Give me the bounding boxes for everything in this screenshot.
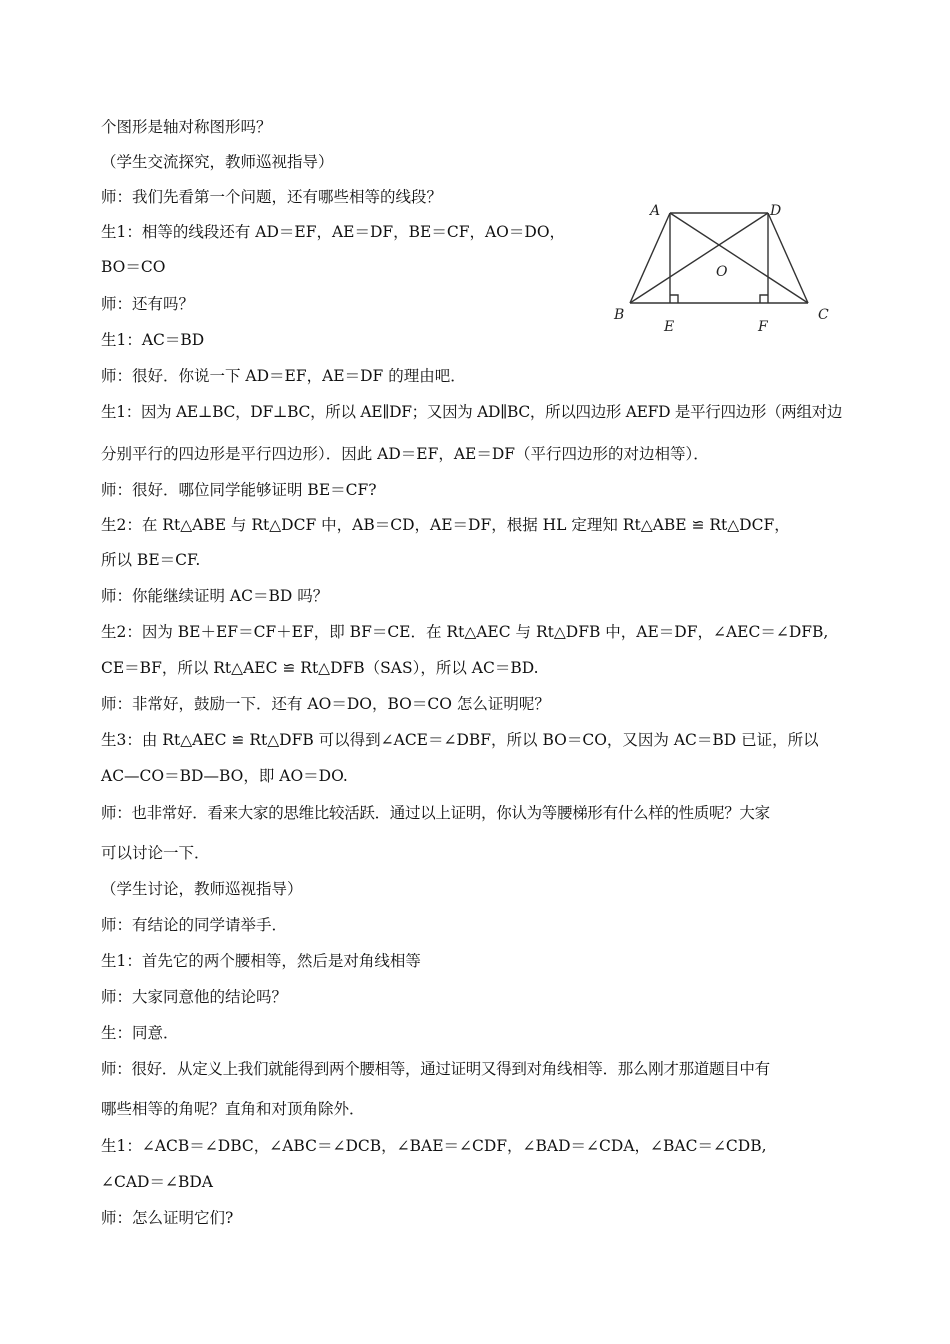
text-line: BO＝CO: [101, 258, 166, 276]
text-line: AC—CO＝BD—BO，即 AO＝DO.: [101, 767, 348, 785]
text-line: ∠CAD＝∠BDA: [101, 1173, 213, 1191]
text-line: 哪些相等的角呢？直角和对顶角除外．: [101, 1100, 365, 1118]
text-line: 生2：在 Rt△ABE 与 Rt△DCF 中，AB＝CD，AE＝DF，根据 HL 定理知 Rt△ABE ≌ Rt△DCF，: [101, 516, 790, 534]
label-e: E: [664, 319, 675, 335]
right-angle-mark-f: [760, 295, 768, 303]
text-line: 师：也非常好．看来大家的思维比较活跃．通过以上证明，你认为等腰梯形有什么样的性质呢？大家: [101, 804, 770, 822]
text-line: 师：很好．哪位同学能够证明 BE＝CF?: [101, 481, 377, 499]
label-c: C: [818, 307, 829, 323]
text-line: 师：大家同意他的结论吗？: [101, 988, 288, 1006]
text-line: 师：还有吗？: [101, 295, 195, 313]
text-line: 生2：因为 BE＋EF＝CF＋EF，即 BF＝CE．在 Rt△AEC 与 Rt△DFB 中，AE＝DF，∠AEC＝∠DFB,: [101, 623, 829, 641]
text-line: CE＝BF，所以 Rt△AEC ≌ Rt△DFB（SAS），所以 AC＝BD.: [101, 659, 539, 677]
text-line: 师：很好．从定义上我们就能得到两个腰相等，通过证明又得到对角线相等．那么刚才那道题目中有: [101, 1060, 770, 1078]
text-line: 生1：首先它的两个腰相等，然后是对角线相等: [101, 952, 421, 970]
text-line: 师：你能继续证明 AC＝BD 吗？: [101, 587, 329, 605]
text-line: 师：我们先看第一个问题，还有哪些相等的线段？: [101, 188, 443, 206]
text-line: 师：非常好，鼓励一下．还有 AO＝DO，BO＝CO 怎么证明呢？: [101, 695, 550, 713]
text-line: 所以 BE＝CF.: [101, 551, 201, 569]
label-a: A: [650, 203, 661, 219]
trapezoid-figure: [598, 195, 846, 343]
text-line: 生3：由 Rt△AEC ≌ Rt△DFB 可以得到∠ACE＝∠DBF，所以 BO＝CO，又因为 AC＝BD 已证，所以: [101, 731, 819, 749]
label-d: D: [770, 203, 782, 219]
text-line: 分别平行的四边形是平行四边形）．因此 AD＝EF，AE＝DF（平行四边形的对边相等）．: [101, 445, 709, 463]
text-line: 生：同意．: [101, 1024, 179, 1042]
text-line: （学生讨论，教师巡视指导）: [101, 880, 303, 898]
text-line: 师：很好．你说一下 AD＝EF，AE＝DF 的理由吧．: [101, 367, 466, 385]
label-f: F: [758, 319, 768, 335]
text-line: 个图形是轴对称图形吗？: [101, 118, 272, 136]
text-line: 生1：∠ACB＝∠DBC，∠ABC＝∠DCB，∠BAE＝∠CDF，∠BAD＝∠CDA，∠BAC＝∠CDB,: [101, 1137, 767, 1155]
label-o: O: [716, 264, 728, 280]
text-line: 生1：相等的线段还有 AD＝EF，AE＝DF，BE＝CF，AO＝DO，: [101, 223, 566, 241]
text-line: 师：怎么证明它们?: [101, 1209, 234, 1227]
text-line: 生1：因为 AE⊥BC，DF⊥BC，所以 AE∥DF；又因为 AD∥BC，所以四边形 AEFD 是平行四边形（两组对边: [101, 403, 843, 421]
text-line: 师：有结论的同学请举手．: [101, 916, 288, 934]
text-line: （学生交流探究，教师巡视指导）: [101, 153, 334, 171]
text-line: 可以讨论一下．: [101, 844, 210, 862]
label-b: B: [614, 307, 625, 323]
text-line: 生1：AC＝BD: [101, 331, 205, 349]
right-angle-mark-e: [670, 295, 678, 303]
